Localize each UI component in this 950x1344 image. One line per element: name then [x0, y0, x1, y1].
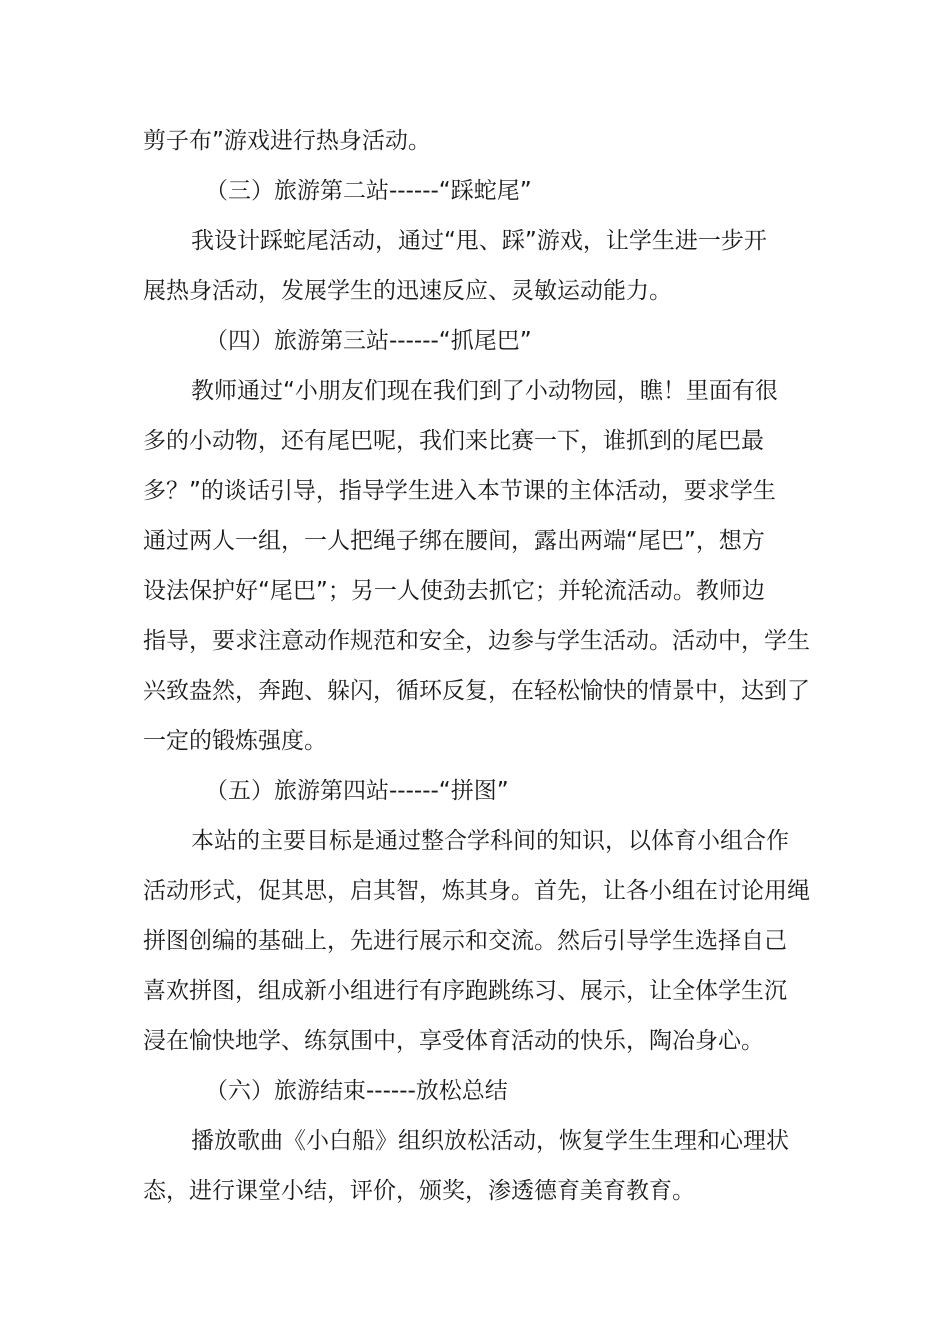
section-heading-station-4: （五）旅游第四站------“拼图”: [205, 778, 509, 804]
paragraph-line: 设法保护好“尾巴”；另一人使劲去抓它；并轮流活动。教师边: [143, 578, 765, 604]
paragraph-line: 展热身活动，发展学生的迅速反应、灵敏运动能力。: [143, 278, 672, 304]
paragraph-line: 喜欢拼图，组成新小组进行有序跑跳练习、展示，让全体学生沉: [143, 978, 787, 1004]
paragraph-line: 态，进行课堂小结，评价，颁奖，渗透德育美育教育。: [143, 1178, 695, 1204]
paragraph-line: 多？”的谈话引导，指导学生进入本节课的主体活动，要求学生: [143, 478, 776, 504]
paragraph-line: 多的小动物，还有尾巴呢，我们来比赛一下，谁抓到的尾巴最: [143, 428, 764, 454]
paragraph-line: 播放歌曲《小白船》组织放松活动，恢复学生生理和心理状: [191, 1128, 789, 1154]
paragraph-line: 活动形式，促其思，启其智，炼其身。首先，让各小组在讨论用绳: [143, 878, 810, 904]
section-heading-station-2: （三）旅游第二站------“踩蛇尾”: [205, 178, 532, 204]
paragraph-line: 一定的锻炼强度。: [143, 728, 327, 754]
paragraph-line: 通过两人一组，一人把绳子绑在腰间，露出两端“尾巴”，想方: [143, 528, 765, 554]
paragraph-line: 我设计踩蛇尾活动，通过“甩、踩”游戏，让学生进一步开: [191, 228, 767, 254]
paragraph-line: 指导，要求注意动作规范和安全，边参与学生活动。活动中，学生: [143, 628, 810, 654]
paragraph-line: 剪子布”游戏进行热身活动。: [143, 128, 431, 154]
paragraph-line: 浸在愉快地学、练氛围中，享受体育活动的快乐，陶冶身心。: [143, 1028, 764, 1054]
paragraph-line: 兴致盎然，奔跑、躲闪，循环反复，在轻松愉快的情景中，达到了: [143, 678, 810, 704]
paragraph-line: 本站的主要目标是通过整合学科间的知识，以体育小组合作: [191, 828, 789, 854]
section-heading-station-3: （四）旅游第三站------“抓尾巴”: [205, 328, 532, 354]
paragraph-line: 拼图创编的基础上，先进行展示和交流。然后引导学生选择自己: [143, 928, 787, 954]
section-heading-tour-end: （六）旅游结束------放松总结: [205, 1078, 508, 1104]
paragraph-line: 教师通过“小朋友们现在我们到了小动物园，瞧！里面有很: [191, 378, 778, 404]
